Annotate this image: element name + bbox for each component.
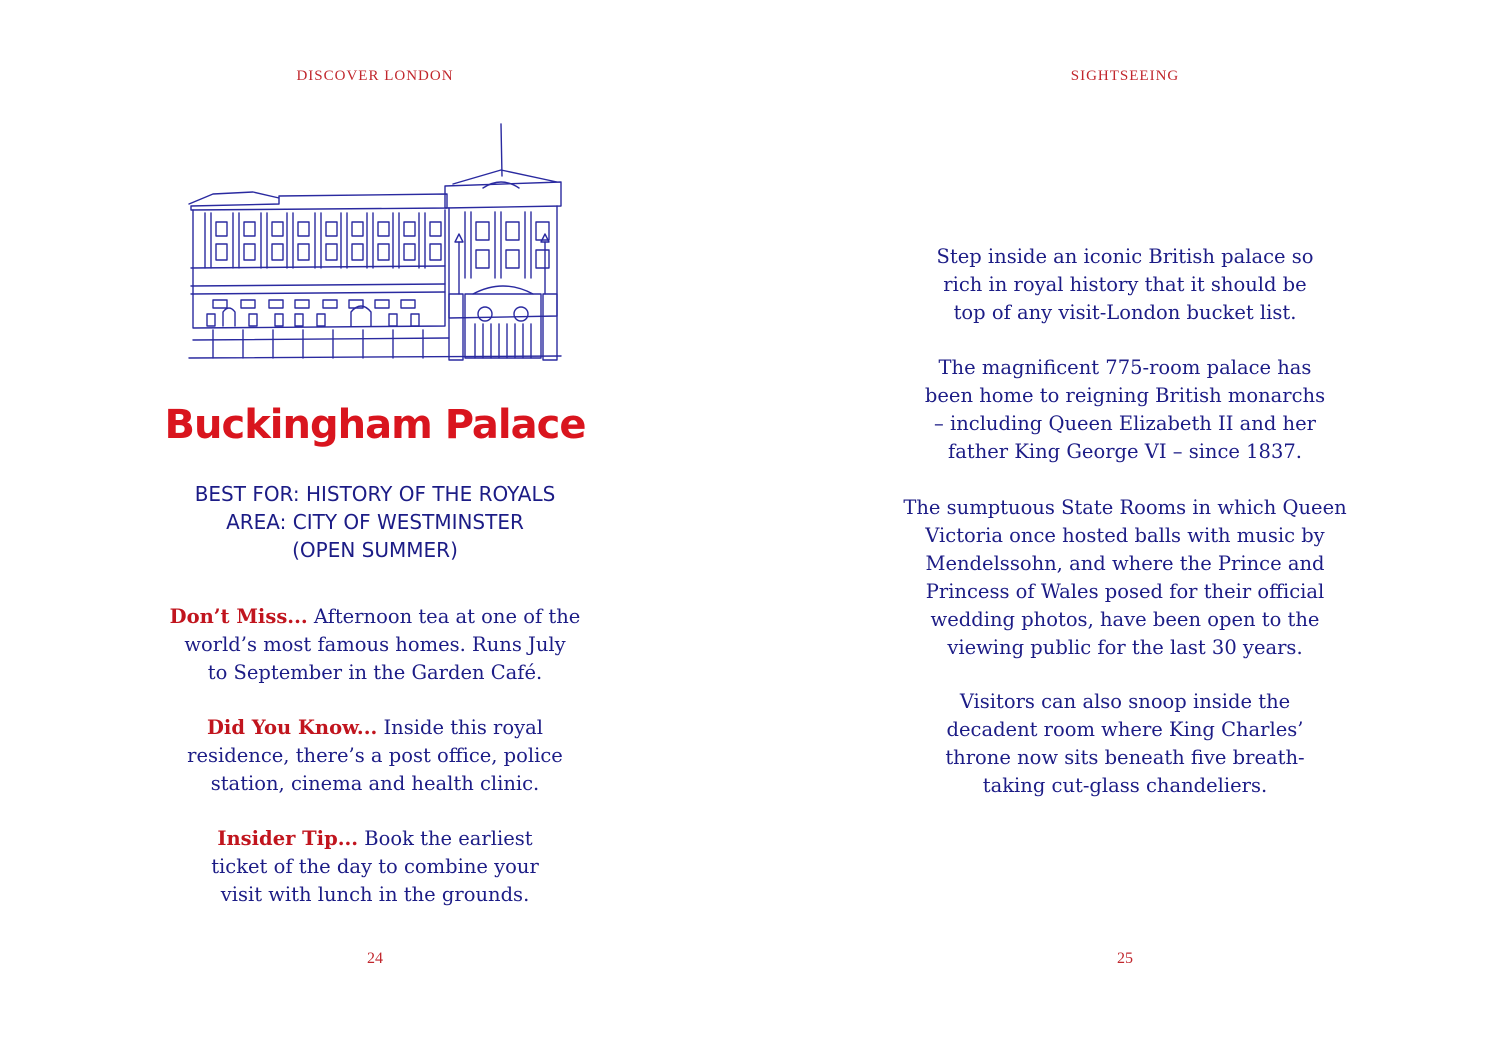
running-head: DISCOVER LONDON (296, 68, 454, 84)
paragraph-line: taking cut-glass chandeliers. (982, 774, 1268, 797)
tip-did-you-know (0, 714, 750, 798)
paragraph-line: Mendelssohn, and where the Prince and (925, 552, 1325, 575)
tip-line: ticket of the day to combine your (211, 855, 539, 878)
page-title: Buckingham Palace (164, 402, 586, 448)
body-paragraph (750, 354, 1500, 466)
tip-lead: Don’t Miss... (169, 605, 308, 628)
tip-line: Inside this royal (377, 716, 543, 739)
right-page (750, 0, 1500, 1039)
paragraph-line: Step inside an iconic British palace so (936, 245, 1314, 268)
page-number: 24 (367, 950, 383, 967)
paragraph-line: Victoria once hosted balls with music by (925, 524, 1325, 547)
tip-line: visit with lunch in the grounds. (220, 883, 530, 906)
paragraph-line: The sumptuous State Rooms in which Queen (903, 496, 1347, 519)
tip-lead: Insider Tip... (217, 827, 359, 850)
tip-line: residence, there’s a post office, police (187, 744, 563, 767)
tip-dont-miss (0, 603, 750, 687)
tip-line: Afternoon tea at one of the (307, 605, 581, 628)
tip-line: Book the earliest (358, 827, 533, 850)
tip-lead: Did You Know... (207, 716, 378, 739)
body-paragraph (750, 688, 1500, 800)
paragraph-line: Visitors can also snoop inside the (959, 690, 1291, 713)
body-paragraph (750, 243, 1500, 327)
paragraph-line: father King George VI – since 1837. (948, 440, 1302, 463)
paragraph-line: decadent room where King Charles’ (946, 718, 1304, 741)
meta-open: (OPEN SUMMER) (292, 538, 458, 562)
tip-line: world’s most famous homes. Runs July (184, 633, 566, 656)
body-paragraph (750, 494, 1500, 662)
paragraph-line: viewing public for the last 30 years. (947, 636, 1303, 659)
paragraph-line: – including Queen Elizabeth II and her (934, 412, 1316, 435)
paragraph-line: throne now sits beneath five breath- (945, 746, 1305, 769)
meta-best-for: BEST FOR: HISTORY OF THE ROYALS (194, 482, 556, 506)
paragraph-line: rich in royal history that it should be (943, 273, 1307, 296)
tip-insider (0, 825, 750, 909)
paragraph-line: top of any visit-London bucket list. (953, 301, 1297, 324)
buckingham-palace-illustration-icon (183, 118, 565, 364)
paragraph-line: been home to reigning British monarchs (924, 384, 1326, 407)
tip-line: to September in the Garden Café. (207, 661, 543, 684)
paragraph-line: wedding photos, have been open to the (930, 608, 1320, 631)
page-number: 25 (1117, 950, 1133, 967)
paragraph-line: The magnificent 775-room palace has (938, 356, 1312, 379)
paragraph-line: Princess of Wales posed for their official (925, 580, 1325, 603)
tip-line: station, cinema and health clinic. (210, 772, 540, 795)
meta-area: AREA: CITY OF WESTMINSTER (226, 510, 524, 534)
running-head: SIGHTSEEING (1070, 68, 1180, 84)
attraction-meta (0, 480, 750, 564)
